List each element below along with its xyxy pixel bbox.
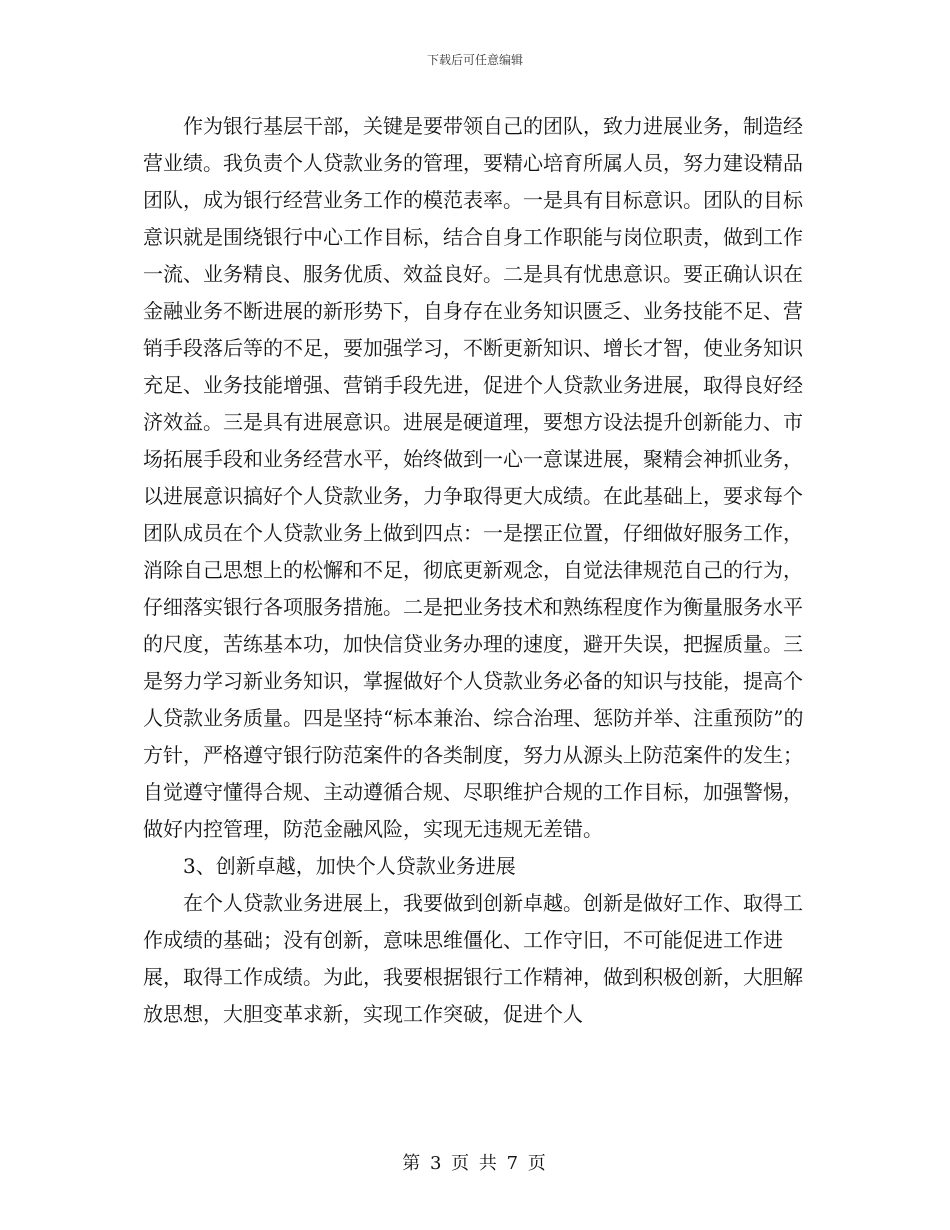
body-paragraph: 在个人贷款业务进展上，我要做到创新卓越。创新是做好工作、取得工作成绩的基础；没有创新，意味思维僵化、工作守旧，不可能促进工作进展，取得工作成绩。为此，我要根据银行工作精神，做到积极创新，大胆解放思想，大胆变革求新，实现工作突破，促进个人 [143,891,803,1026]
section-heading: 3、创新卓越，加快个人贷款业务进展 [183,854,516,878]
document-body [143,108,813,1033]
page-number: 第 3 页 共 7 页 [402,1153,548,1174]
body-paragraph: 作为银行基层干部，关键是要带领自己的团队，致力进展业务，制造经营业绩。我负责个人贷款业务的管理，要精心培育所属人员，努力建设精品团队，成为银行经营业务工作的模范表率。一是具有目标意识。团队的目标意识就是围绕银行中心工作目标，结合自身工作职能与岗位职责，做到工作一流、业务精良、服务优质、效益良好。二是具有忧患意识。要正确认识在金融业务不断进展的新形势下，自身存在业务知识匮乏、业务技能不足、营销手段落后等的不足，要加强学习，不断更新知识、增长才智，使业务知识充足、业务技能增强、营销手段先进，促进个人贷款业务进展，取得良好经济效益。三是具有进展意识。进展是硬道理，要想方设法提升创新能力、市场拓展手段和业务经营水平，始终做到一心一意谋进展，聚精会神抓业务，以进展意识搞好个人贷款业务，力争取得更大成绩。在此基础上，要求每个团队成员在个人贷款业务上做到四点：一是摆正位置，仔细做好服务工作，消除自己思想上的松懈和不足，彻底更新观念，自觉法律规范自己的行为，仔细落实银行各项服务措施。二是把业务技术和熟练程度作为衡量服务水平的尺度，苦练基本功，加快信贷业务办理的速度，避开失误，把握质量。三是努力学习新业务知识，掌握做好个人贷款业务必备的知识与技能，提高个人贷款业务质量。四是坚持“标本兼治、综合治理、惩防并举、注重预防”的方针，严格遵守银行防范案件的各类制度，努力从源头上防范案件的发生；自觉遵守懂得合规、主动遵循合规、尽职维护合规的工作目标，加强警惕，做好内控管理，防范金融风险，实现无违规无差错。 [143,114,804,841]
page-header-note: 下载后可任意编辑 [426,53,523,67]
